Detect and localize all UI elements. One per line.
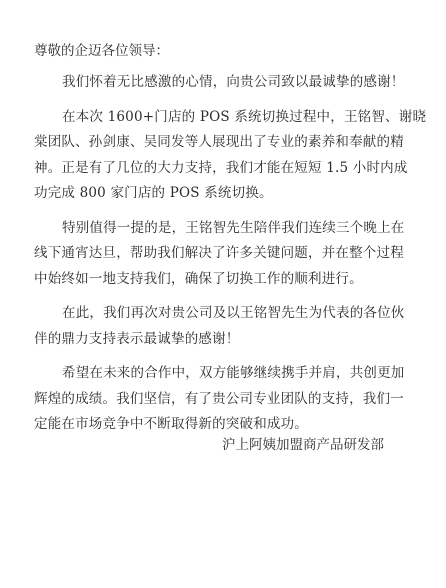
paragraph-special-mention: [34, 216, 414, 293]
signature: 沪上阿姨加盟商产品研发部: [222, 437, 384, 453]
paragraph-line: 希望在未来的合作中，双方能够继续携手并肩，共创更加: [62, 365, 405, 381]
paragraph-future: [34, 361, 414, 438]
paragraph-line: 定能在市场竞争中不断取得新的突破和成功。: [34, 416, 308, 432]
salutation: 尊敬的企迈各位领导：: [34, 43, 169, 59]
paragraph-line: 在此，我们再次对贵公司及以王铭智先生为代表的各位伙: [62, 305, 405, 321]
paragraph-line: 特别值得一提的是，王铭智先生陪伴我们连续三个晚上在: [62, 219, 405, 236]
paragraph-line: 我们怀着无比感激的心情，向贵公司致以最诚挚的感谢！: [62, 74, 405, 90]
paragraph-line: 辉煌的成绩。我们坚信，有了贵公司专业团队的支持，我们一: [34, 390, 404, 407]
paragraph-line: 功完成 800 家门店的 POS 系统切换。: [34, 185, 273, 201]
paragraph-thanks-again: [34, 301, 414, 352]
paragraph-pos-switch: [34, 105, 427, 207]
paragraph-line: 在本次 1600+门店的 POS 系统切换过程中，王铭智、谢晓: [62, 108, 427, 125]
paragraph-line: 神。正是有了几位的大力支持，我们才能在短短 1.5 小时内成: [34, 159, 408, 176]
paragraph-line: 棠团队、孙剑康、吴同发等人展现出了专业的素养和奉献的精: [34, 134, 404, 150]
paragraph-line: 线下通宵达旦，帮助我们解决了许多关键问题，并在整个过程: [34, 245, 404, 261]
paragraph-line: 中始终如一地支持我们，确保了切换工作的顺利进行。: [34, 270, 363, 287]
thank-you-letter: [34, 42, 427, 447]
paragraph-gratitude: [34, 70, 414, 96]
paragraph-line: 伴的鼎力支持表示最诚挚的感谢！: [34, 330, 240, 347]
